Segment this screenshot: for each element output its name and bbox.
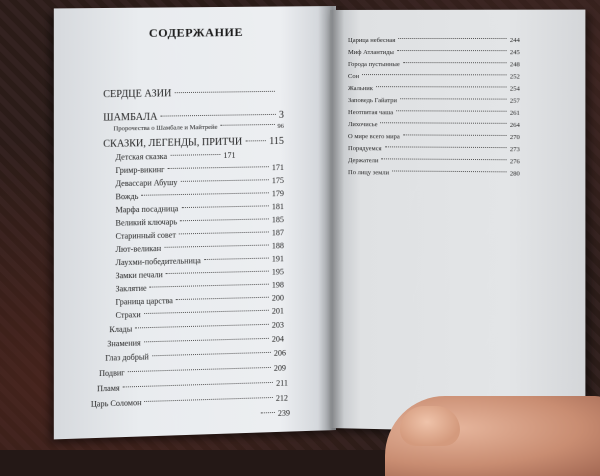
toc-entry [348,61,520,68]
toc-entry [348,157,520,165]
toc-entry-title: Лихочисье [348,121,378,128]
toc-entry-title: Порядуемся [348,145,382,152]
toc-entry [113,123,283,133]
toc-leader-dots [392,170,507,172]
toc-entry-title: Царица небесная [348,37,395,44]
toc-entry-title: Пламя [97,384,120,394]
toc-entry [116,215,284,228]
toc-entry [116,254,284,267]
toc-entry-title: Клады [109,324,132,334]
toc-entry-title: Держатели [348,157,378,164]
toc-leader-dots [385,146,507,148]
toc-entry [116,228,284,241]
thumb [400,406,460,446]
toc-entry-page: 191 [272,254,284,263]
toc-leader-dots [164,245,269,248]
toc-entry-page: 171 [223,151,235,160]
book-gutter [318,6,344,430]
toc-leader-dots [166,271,269,274]
toc-leader-dots [400,98,507,99]
toc-leader-dots [145,397,273,402]
toc-entry-page: 185 [272,215,284,224]
toc-entry-page: 179 [272,189,284,198]
toc-leader-dots [396,110,507,111]
toc-entry [116,267,284,280]
toc-entry-page: 212 [276,393,288,402]
toc-leader-dots [398,38,506,39]
toc-leader-dots [261,412,275,413]
toc-leader-dots [245,140,266,141]
toc-leader-dots [397,50,507,51]
toc-entry-page: 257 [510,98,520,105]
toc-entry-title: Девассари Абушу [116,178,178,188]
toc-entry [116,202,284,214]
toc-entry [99,363,286,378]
toc-entry [258,408,290,418]
toc-entry-title: Царь Соломон [91,398,142,409]
toc-entry-title: Старинный совет [116,230,176,240]
toc-entry [348,73,520,80]
toc-leader-dots [168,166,269,169]
toc-entry [103,136,284,150]
toc-entry-title: Неотпитая чаша [348,109,393,116]
toc-entry-title: СЕРДЦЕ АЗИИ [103,88,171,100]
toc-leader-dots [180,179,268,182]
toc-leader-dots [181,205,268,208]
toc-entry [105,348,286,362]
toc-entry [116,176,284,188]
toc-entry-title: Подвиг [99,368,125,378]
toc-entry [348,169,520,177]
toc-leader-dots [381,122,507,124]
toc-entry-page: 209 [274,363,286,372]
toc-entry-page: 206 [274,348,286,357]
toc-entry-title: Сон [348,73,359,80]
toc-leader-dots [128,367,271,372]
toc-entry-page: 171 [272,163,284,172]
toc-entry [116,151,236,162]
toc-entry-title: СКАЗКИ, ЛЕГЕНДЫ, ПРИТЧИ [103,137,242,150]
left-page [54,6,336,439]
toc-leader-dots [176,297,269,300]
toc-leader-dots [403,62,507,63]
toc-entry [348,133,520,141]
toc-entry-page: 195 [272,267,284,276]
toc-entry-page: 3 [279,110,284,121]
toc-entry-title: Вождь [116,192,139,202]
toc-entry-page: 200 [272,293,284,302]
toc-entry-title: О мире всего мира [348,133,400,140]
toc-leader-dots [123,382,273,388]
toc-entry-title: Города пустынные [348,61,400,68]
toc-entry-title: Великий ключарь [116,217,178,227]
toc-entry [116,163,284,175]
toc-entry-title: Жальник [348,85,373,92]
contents-heading: СОДЕРЖАНИЕ [54,24,336,42]
toc-entry-title: Заповедь Гайатри [348,97,397,104]
toc-entry [116,306,284,320]
toc-entry-page: 254 [510,85,520,92]
right-page [330,10,585,434]
toc-entry-title: По лицу земли [348,169,389,176]
toc-entry-page: 96 [277,123,284,130]
toc-entry-title: Лаухми-победительница [116,256,201,267]
toc-entry-page: 276 [510,158,520,165]
toc-entry [348,37,520,44]
toc-entry [116,280,284,293]
toc-entry-page: 280 [510,170,520,177]
toc-entry [348,97,520,105]
toc-entry-title: Заклятие [116,284,147,294]
toc-entry-page: 245 [510,49,520,56]
toc-leader-dots [362,74,507,75]
toc-entry-title: Замки печали [116,270,163,280]
toc-entry-page: 198 [272,280,284,289]
toc-entry-title: Граница царства [116,296,173,307]
toc-entry [116,189,284,201]
toc-entry-title: Марфа посадница [116,204,179,214]
toc-entry-page: 248 [510,61,520,68]
toc-entry-page: 203 [272,320,284,329]
toc-entry-page: 264 [510,122,520,129]
toc-leader-dots [204,258,269,261]
toc-entry [116,293,284,306]
toc-entry [103,87,278,100]
toc-entry-title: Детская сказка [116,152,168,162]
toc-entry-page: 175 [272,176,284,185]
toc-entry-page: 244 [510,37,520,44]
toc-leader-dots [144,310,269,314]
toc-entry [348,49,520,56]
toc-leader-dots [141,192,268,195]
toc-leader-dots [180,218,269,221]
toc-leader-dots [150,284,269,288]
toc-entry [348,121,520,129]
toc-entry-title: Миф Атлантиды [348,49,394,56]
toc-entry-page: 270 [510,134,520,141]
toc-entry-title: Гримр-викинг [116,165,165,175]
toc-leader-dots [403,134,507,136]
toc-leader-dots [174,91,274,93]
toc-leader-dots [381,158,506,160]
toc-entry-page: 188 [272,241,284,250]
toc-entry-title: Глаз добрый [105,352,149,362]
toc-entry [97,378,288,393]
toc-entry-page: 181 [272,202,284,211]
toc-entry-page: 239 [278,408,290,417]
toc-leader-dots [161,114,276,117]
toc-entry-page: 187 [272,228,284,237]
toc-entry-page: 211 [276,378,288,387]
toc-leader-dots [376,86,507,87]
toc-entry-page: 261 [510,110,520,117]
toc-entry-title: Страхи [116,310,141,320]
toc-entry [109,320,284,334]
toc-entry [107,334,284,348]
toc-leader-dots [144,338,269,342]
toc-entry-title: Лют-великан [116,244,162,254]
toc-leader-dots [170,154,220,156]
toc-entry-page: 204 [272,334,284,343]
toc-leader-dots [152,352,271,356]
toc-entry [91,393,288,408]
toc-entry-page: 201 [272,306,284,315]
toc-entry [103,110,284,124]
left-toc [54,6,336,8]
toc-entry-page: 273 [510,146,520,153]
toc-entry-title: ШАМБАЛА [103,112,157,124]
toc-entry [348,85,520,93]
toc-entry [116,241,284,254]
toc-leader-dots [221,124,275,126]
toc-leader-dots [135,324,269,329]
toc-entry-title: Знамения [107,338,140,348]
toc-entry-page: 252 [510,73,520,80]
toc-entry [348,145,520,153]
toc-entry-title: Пророчества о Шамбале и Майтрейе [113,124,217,133]
toc-entry [348,109,520,117]
toc-leader-dots [179,231,269,234]
toc-entry-page: 115 [269,136,284,147]
